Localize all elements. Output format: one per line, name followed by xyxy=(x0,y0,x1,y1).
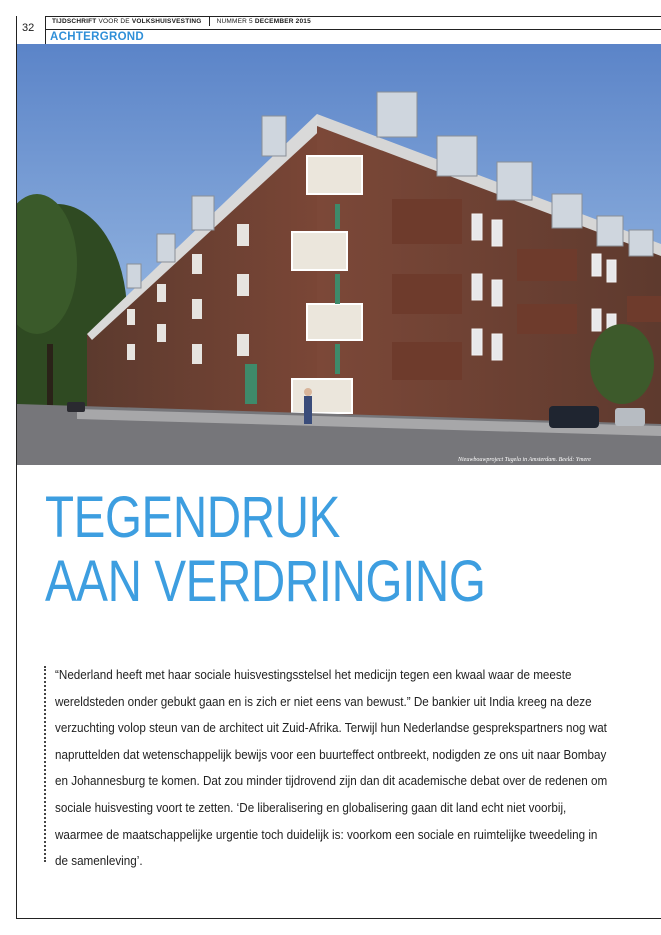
page-number: 32 xyxy=(22,22,35,34)
intro-line: de samenleving’. xyxy=(55,854,143,869)
intro-line: wereldsteden onder gebukt gaan en is zich er niet eens van bewust.” De bankier uit India kreeg na deze xyxy=(55,694,592,709)
masthead xyxy=(52,17,311,26)
intro-line: napruttelden dat wetenschappelijk bewijs voor een buurteffect ontbreekt, nodigden ze ons uit naar Bombay xyxy=(55,747,607,762)
headline-line-1: TEGENDRUK xyxy=(45,485,340,550)
masthead-separator xyxy=(209,17,210,26)
intro-quote-bar xyxy=(44,666,46,862)
masthead-journal-3: VOLKSHUISVESTING xyxy=(131,18,202,26)
masthead-journal-1: TIJDSCHRIFT xyxy=(52,18,97,26)
building-photo xyxy=(17,44,661,465)
article-headline xyxy=(45,486,485,614)
photo-caption: Nieuwbouwproject Tugela in Amsterdam. Beeld: Ymere xyxy=(458,457,591,463)
intro-line: sociale huisvesting voort te zetten. ‘De liberalisering en globalisering gaan dit land echt niet voorbij, xyxy=(55,800,567,815)
headline-line-2: AAN VERDRINGING xyxy=(45,549,486,614)
page-bottom-rule xyxy=(16,918,661,919)
masthead-issue-date: DECEMBER 2015 xyxy=(254,18,311,26)
page-number-divider xyxy=(45,16,46,44)
intro-line: verzuchting volop steun van de architect uit Zuid-Afrika. Terwijl hun Nederlandse gesprekspartners nog wat xyxy=(55,721,607,736)
intro-line: waarmee de maatschappelijke urgentie toch duidelijk is: voorkom een sociale en ruimtelijke tweedeling in xyxy=(55,827,598,842)
masthead-issue-label: NUMMER 5 xyxy=(216,18,253,26)
masthead-journal-2: VOOR DE xyxy=(98,18,130,26)
article-intro xyxy=(55,662,655,875)
intro-line: en Johannesburg te komen. Dat zou minder tijdrovend zijn dan dit academische debat over de redenen om xyxy=(55,774,608,789)
header-mid-rule xyxy=(45,29,661,30)
intro-line: “Nederland heeft met haar sociale huisvestingsstelsel het medicijn tegen een kwaal waar de meeste xyxy=(55,668,572,682)
section-label: ACHTERGROND xyxy=(50,31,145,43)
